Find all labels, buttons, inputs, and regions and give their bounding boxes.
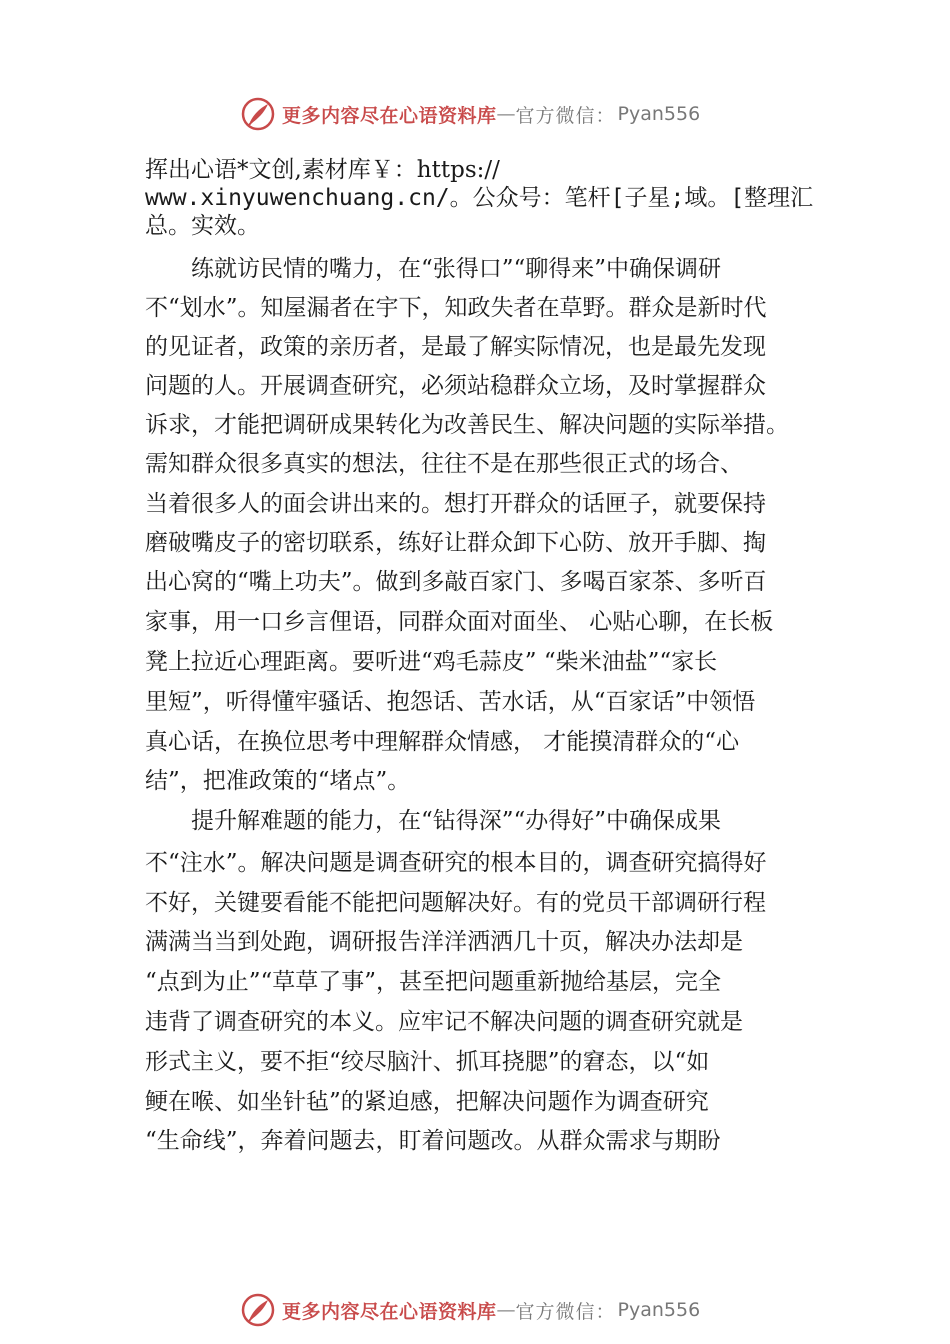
paragraph2-line: 提升解难题的能力，在“钻得深”“办得好”中确保成果 [145, 808, 722, 834]
paragraph1-line: 当着很多人的面会讲出来的。想打开群众的话匣子，就要保持 [145, 491, 766, 517]
paragraph2-line: 违背了调查研究的本义。应牢记不解决问题的调查研究就是 [145, 1009, 743, 1035]
paragraph1-line: 真心话，在换位思考中理解群众情感， 才能摸清群众的“心 [145, 729, 740, 755]
paragraph1-line: 的见证者，政策的亲历者，是最了解实际情况，也是最先发现 [145, 334, 766, 360]
intro-line-2: www.xinyuwenchuang.cn/。公众号：笔杆[子星;域。[整理汇 [145, 185, 814, 211]
paragraph1-line: 练就访民情的嘴力，在“张得口”“聊得来”中确保调研 [145, 256, 722, 282]
paragraph2-line: 满满当当到处跑，调研报告洋洋洒洒几十页，解决办法却是 [145, 929, 743, 955]
paragraph1-line: 家事，用一口乡言俚语，同群众面对面坐、 心贴心聊，在长板 [145, 609, 774, 635]
banner-title: 更多内容尽在心语资料库 [282, 1300, 497, 1323]
banner-wechat-label: 官方微信： [515, 1300, 616, 1323]
intro-line-3: 总。实效。 [145, 213, 260, 239]
paragraph1-line: 里短”，听得懂牢骚话、抱怨话、苦水话，从“百家话”中领悟 [145, 689, 756, 715]
banner-dash: — [496, 103, 516, 125]
paragraph2-line: 形式主义，要不拒“绞尽脑汁、抓耳挠腮”的窘态，以“如 [145, 1049, 710, 1075]
paragraph1-line: 不“划水”。知屋漏者在宇下，知政失者在草野。群众是新时代 [145, 295, 767, 321]
intro-line-1: 挥出心语*文创,素材库￥：https:// [145, 157, 500, 183]
footer-banner [240, 1290, 700, 1330]
banner-wechat-id: Pyan556 [617, 103, 701, 125]
header-banner [240, 94, 700, 134]
banner-wechat-label: 官方微信： [515, 104, 616, 127]
paragraph2-line: 不好，关键要看能不能把问题解决好。有的党员干部调研行程 [145, 890, 766, 916]
quill-logo-icon [240, 96, 276, 132]
paragraph2-line: 不“注水”。解决问题是调查研究的根本目的，调查研究搞得好 [145, 850, 767, 876]
paragraph1-line: 问题的人。开展调查研究，必须站稳群众立场，及时掌握群众 [145, 373, 766, 399]
banner-wechat-id: Pyan556 [617, 1299, 701, 1321]
paragraph2-line: “点到为止”“草草了事”，甚至把问题重新抛给基层，完全 [145, 969, 722, 995]
paragraph1-line: 凳上拉近心理距离。要听进“鸡毛蒜皮” “柴米油盐”“家长 [145, 649, 718, 675]
quill-logo-icon [240, 1292, 276, 1328]
banner-dash: — [496, 1299, 516, 1321]
paragraph1-line: 磨破嘴皮子的密切联系，练好让群众卸下心防、放开手脚、掏 [145, 530, 766, 556]
paragraph1-line: 出心窝的“嘴上功夫”。做到多敲百家门、多喝百家茶、多听百 [145, 569, 767, 595]
paragraph2-line: 鲠在喉、如坐针毡”的紧迫感，把解决问题作为调查研究 [145, 1089, 709, 1115]
banner-title: 更多内容尽在心语资料库 [282, 104, 497, 127]
paragraph1-line: 结”，把准政策的“堵点”。 [145, 768, 411, 794]
paragraph1-line: 诉求，才能把调研成果转化为改善民生、解决问题的实际举措。 [145, 412, 789, 438]
paragraph2-line: “生命线”，奔着问题去，盯着问题改。从群众需求与期盼 [145, 1128, 721, 1154]
paragraph1-line: 需知群众很多真实的想法，往往不是在那些很正式的场合、 [145, 451, 743, 477]
